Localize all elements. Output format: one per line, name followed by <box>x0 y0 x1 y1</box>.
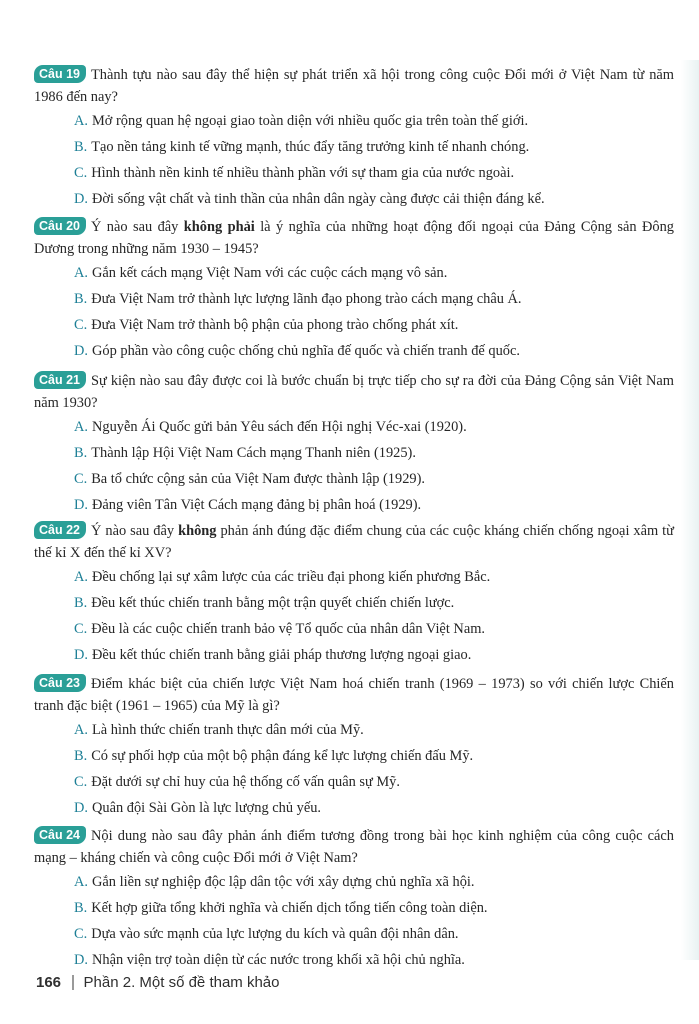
option-letter: C. <box>74 165 88 181</box>
option-letter: C. <box>74 317 88 333</box>
option-c[interactable] <box>34 466 674 492</box>
question-emphasis: không phải <box>183 219 255 235</box>
option-c[interactable] <box>34 769 674 795</box>
option-text: Đảng viên Tân Việt Cách mạng đảng bị phân hoá (1929). <box>92 497 422 513</box>
option-text: Góp phần vào công cuộc chống chủ nghĩa đế quốc và chiến tranh đế quốc. <box>92 343 520 359</box>
option-list <box>34 414 674 518</box>
option-letter: D. <box>74 952 88 968</box>
option-text: Ba tổ chức cộng sản của Việt Nam được thành lập (1929). <box>91 471 425 487</box>
option-text: Hình thành nền kinh tế nhiều thành phần với sự tham gia của nước ngoài. <box>91 165 515 181</box>
option-list <box>34 564 674 668</box>
option-d[interactable] <box>34 492 674 518</box>
option-text: Gắn kết cách mạng Việt Nam với các cuộc cách mạng vô sản. <box>92 265 448 281</box>
option-text: Gắn liền sự nghiệp độc lập dân tộc với xây dựng chủ nghĩa xã hội. <box>92 874 475 890</box>
question-stem <box>34 216 674 260</box>
option-b[interactable] <box>34 440 674 466</box>
option-d[interactable] <box>34 795 674 821</box>
question-text-cont: là ý nghĩa của những hoạt động đối ngoại của Đảng Cộng sản Đông Dương trong những năm 1930 – 1945? <box>34 219 674 257</box>
option-b[interactable] <box>34 286 674 312</box>
page-footer <box>36 974 279 991</box>
question-text: Thành tựu nào sau đây thể hiện sự phát triển xã hội trong công cuộc Đổi mới ở Việt Nam từ năm 1986 đến nay? <box>34 67 674 105</box>
option-c[interactable] <box>34 921 674 947</box>
question-stem <box>34 370 674 414</box>
option-text: Đặt dưới sự chỉ huy của hệ thống cố vấn quân sự Mỹ. <box>91 774 400 790</box>
option-a[interactable] <box>34 717 674 743</box>
option-letter: A. <box>74 113 88 129</box>
question-badge: Câu 24 <box>34 826 86 844</box>
option-d[interactable] <box>34 947 674 973</box>
question-text: Nội dung nào sau đây phản ánh điểm tương đồng trong bài học kinh nghiệm của công cuộc cách mạng – kháng chiến và công cuộc Đổi mới ở Việt Nam? <box>34 828 674 866</box>
option-letter: A. <box>74 722 88 738</box>
option-list <box>34 260 674 364</box>
option-d[interactable] <box>34 186 674 212</box>
option-text: Là hình thức chiến tranh thực dân mới của Mỹ. <box>92 722 364 738</box>
option-text: Đưa Việt Nam trở thành lực lượng lãnh đạo phong trào cách mạng châu Á. <box>91 291 522 307</box>
option-letter: D. <box>74 343 88 359</box>
question-stem <box>34 520 674 564</box>
question-stem <box>34 673 674 717</box>
question-22 <box>34 520 674 668</box>
option-letter: B. <box>74 595 88 611</box>
option-list <box>34 108 674 212</box>
option-b[interactable] <box>34 743 674 769</box>
footer-divider <box>72 975 74 990</box>
option-letter: D. <box>74 647 88 663</box>
option-letter: C. <box>74 621 88 637</box>
option-text: Nhận viện trợ toàn diện từ các nước trong khối xã hội chủ nghĩa. <box>92 952 465 968</box>
option-text: Tạo nền tảng kinh tế vững mạnh, thúc đẩy tăng trưởng kinh tế nhanh chóng. <box>91 139 530 155</box>
question-stem <box>34 825 674 869</box>
question-text: Sự kiện nào sau đây được coi là bước chuẩn bị trực tiếp cho sự ra đời của Đảng Cộng sản Việt Nam năm 1930? <box>34 373 674 411</box>
option-letter: B. <box>74 291 88 307</box>
question-24 <box>34 825 674 973</box>
option-letter: C. <box>74 471 88 487</box>
option-c[interactable] <box>34 160 674 186</box>
option-text: Đều kết thúc chiến tranh bằng giải pháp thương lượng ngoại giao. <box>92 647 472 663</box>
section-title: Phần 2. Một số đề tham khảo <box>83 974 280 991</box>
question-badge: Câu 21 <box>34 371 86 389</box>
option-c[interactable] <box>34 312 674 338</box>
option-a[interactable] <box>34 108 674 134</box>
question-19 <box>34 64 674 212</box>
question-21 <box>34 370 674 518</box>
option-text: Thành lập Hội Việt Nam Cách mạng Thanh niên (1925). <box>91 445 416 461</box>
option-text: Đưa Việt Nam trở thành bộ phận của phong trào chống phát xít. <box>91 317 459 333</box>
option-c[interactable] <box>34 616 674 642</box>
option-text: Đều chống lại sự xâm lược của các triều đại phong kiến phương Bắc. <box>92 569 491 585</box>
option-text: Đều là các cuộc chiến tranh bảo vệ Tổ quốc của nhân dân Việt Nam. <box>91 621 485 637</box>
option-text: Đời sống vật chất và tinh thần của nhân dân ngày càng được cải thiện đáng kể. <box>92 191 545 207</box>
option-text: Dựa vào sức mạnh của lực lượng du kích và quân đội nhân dân. <box>91 926 459 942</box>
option-text: Kết hợp giữa tổng khởi nghĩa và chiến dịch tổng tiến công toàn diện. <box>91 900 488 916</box>
option-text: Mở rộng quan hệ ngoại giao toàn diện với nhiều quốc gia trên toàn thế giới. <box>92 113 529 129</box>
question-23 <box>34 673 674 821</box>
option-text: Nguyễn Ái Quốc gửi bản Yêu sách đến Hội nghị Véc-xai (1920). <box>92 419 467 435</box>
question-text: Điểm khác biệt của chiến lược Việt Nam hoá chiến tranh (1969 – 1973) so với chiến lược Chiến tranh đặc biệt (1961 – 1965) của Mỹ là gì? <box>34 676 674 714</box>
option-letter: A. <box>74 874 88 890</box>
question-badge: Câu 22 <box>34 521 86 539</box>
option-letter: C. <box>74 926 88 942</box>
option-list <box>34 717 674 821</box>
option-letter: B. <box>74 900 88 916</box>
question-emphasis: không <box>178 523 217 539</box>
option-a[interactable] <box>34 260 674 286</box>
question-badge: Câu 23 <box>34 674 86 692</box>
option-a[interactable] <box>34 414 674 440</box>
option-b[interactable] <box>34 895 674 921</box>
option-letter: A. <box>74 265 88 281</box>
option-letter: A. <box>74 419 88 435</box>
question-badge: Câu 19 <box>34 65 86 83</box>
option-a[interactable] <box>34 564 674 590</box>
question-20 <box>34 216 674 364</box>
option-letter: D. <box>74 497 88 513</box>
option-b[interactable] <box>34 590 674 616</box>
question-badge: Câu 20 <box>34 217 86 235</box>
option-text: Có sự phối hợp của một bộ phận đáng kể lực lượng chiến đấu Mỹ. <box>91 748 474 764</box>
option-letter: A. <box>74 569 88 585</box>
page-number: 166 <box>36 974 62 991</box>
option-d[interactable] <box>34 642 674 668</box>
option-a[interactable] <box>34 869 674 895</box>
question-text-cont: phản ánh đúng đặc điểm chung của các cuộc kháng chiến chống ngoại xâm từ thế kỉ X đến thế kỉ XV? <box>34 523 674 561</box>
option-text: Quân đội Sài Gòn là lực lượng chủ yếu. <box>92 800 322 816</box>
option-b[interactable] <box>34 134 674 160</box>
page-edge-shadow <box>681 60 699 960</box>
option-text: Đều kết thúc chiến tranh bằng một trận quyết chiến chiến lược. <box>91 595 455 611</box>
option-letter: D. <box>74 191 88 207</box>
option-letter: B. <box>74 139 88 155</box>
option-d[interactable] <box>34 338 674 364</box>
option-letter: B. <box>74 748 88 764</box>
question-stem <box>34 64 674 108</box>
option-letter: B. <box>74 445 88 461</box>
option-letter: C. <box>74 774 88 790</box>
question-text: Ý nào sau đây <box>91 219 179 235</box>
question-text: Ý nào sau đây <box>91 523 175 539</box>
option-list <box>34 869 674 973</box>
option-letter: D. <box>74 800 88 816</box>
